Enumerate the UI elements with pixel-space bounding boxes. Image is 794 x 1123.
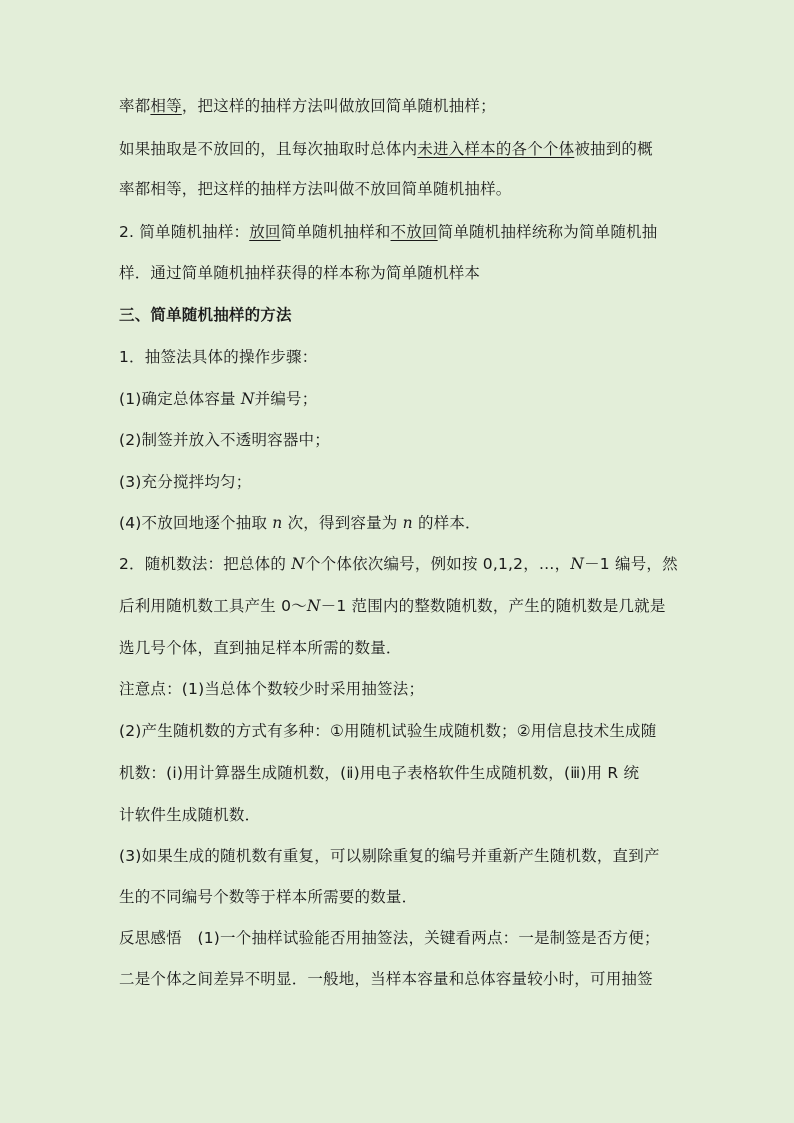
- text-line: [119, 138, 679, 160]
- math-variable: n: [402, 514, 413, 532]
- text-run: 并编号；: [254, 390, 318, 408]
- math-variable: N: [291, 555, 305, 573]
- math-variable: n: [272, 514, 283, 532]
- math-variable: N: [570, 555, 585, 573]
- text-run: 2. 简单随机抽样：: [119, 223, 250, 241]
- text-line: [119, 512, 679, 534]
- text-line: [119, 95, 679, 117]
- text-line: [119, 595, 679, 617]
- text-line: (3)如果生成的随机数有重复，可以剔除重复的编号并重新产生随机数，直到产: [119, 847, 660, 865]
- text-run: 简单随机抽样统称为简单随机抽: [437, 223, 658, 241]
- text-line: 二是个体之间差异不明显．一般地，当样本容量和总体容量较小时，可用抽签: [119, 970, 653, 988]
- text-line: 生的不同编号个数等于样本所需要的数量．: [119, 888, 418, 906]
- text-run: 率都: [119, 97, 151, 115]
- text-run: 被抽到的概: [574, 140, 653, 158]
- underlined-term: 未进入样本的各个个体: [417, 140, 575, 158]
- text-line: [119, 553, 679, 575]
- text-run: 2．随机数法：把总体的: [119, 555, 292, 573]
- section-heading: 三、简单随机抽样的方法: [119, 306, 292, 324]
- text-line: [119, 221, 679, 243]
- text-line: 反思感悟 (1)一个抽样试验能否用抽签法，关键看两点：一是制签是否方便；: [119, 929, 660, 947]
- text-run: ，把这样的抽样方法叫做放回简单随机抽样；: [181, 97, 496, 115]
- text-line: 选几号个体，直到抽足样本所需的数量．: [119, 639, 402, 657]
- underlined-term: 放回: [249, 223, 281, 241]
- text-run: 如果抽取是不放回的，且每次抽取时总体内: [119, 140, 418, 158]
- math-variable: N: [306, 597, 321, 615]
- text-run: 的样本．: [412, 514, 481, 532]
- text-line: (2)产生随机数的方式有多种：①用随机试验生成随机数；②用信息技术生成随: [119, 722, 657, 740]
- text-run: (1)确定总体容量: [119, 390, 241, 408]
- text-line: 计软件生成随机数．: [119, 806, 261, 824]
- text-line: 率都相等，把这样的抽样方法叫做不放回简单随机抽样。: [119, 180, 512, 198]
- math-variable: N: [240, 390, 255, 408]
- text-run: －1 范围内的整数随机数，产生的随机数是几就是: [320, 597, 666, 615]
- text-line: 注意点：(1)当总体个数较少时采用抽签法；: [119, 680, 425, 698]
- text-line: 机数：(ⅰ)用计算器生成随机数，(ⅱ)用电子表格软件生成随机数，(ⅲ)用 R 统: [119, 764, 640, 782]
- text-run: 后利用随机数工具产生 0～: [119, 597, 307, 615]
- text-run: 次，得到容量为: [282, 514, 403, 532]
- text-run: 个个体依次编号，例如按 0,1,2，…，: [304, 555, 571, 573]
- text-run: 简单随机抽样和: [280, 223, 391, 241]
- underlined-term: 不放回: [390, 223, 438, 241]
- text-line: 样．通过简单随机抽样获得的样本称为简单随机样本: [119, 264, 481, 282]
- underlined-term: 相等: [150, 97, 182, 115]
- text-line: 1．抽签法具体的操作步骤：: [119, 348, 318, 366]
- text-run: (4)不放回地逐个抽取: [119, 514, 273, 532]
- text-line: (3)充分搅拌均匀；: [119, 473, 252, 491]
- text-line: (2)制签并放入不透明容器中；: [119, 431, 330, 449]
- text-line: [119, 388, 679, 410]
- text-run: －1 编号，然: [584, 555, 678, 573]
